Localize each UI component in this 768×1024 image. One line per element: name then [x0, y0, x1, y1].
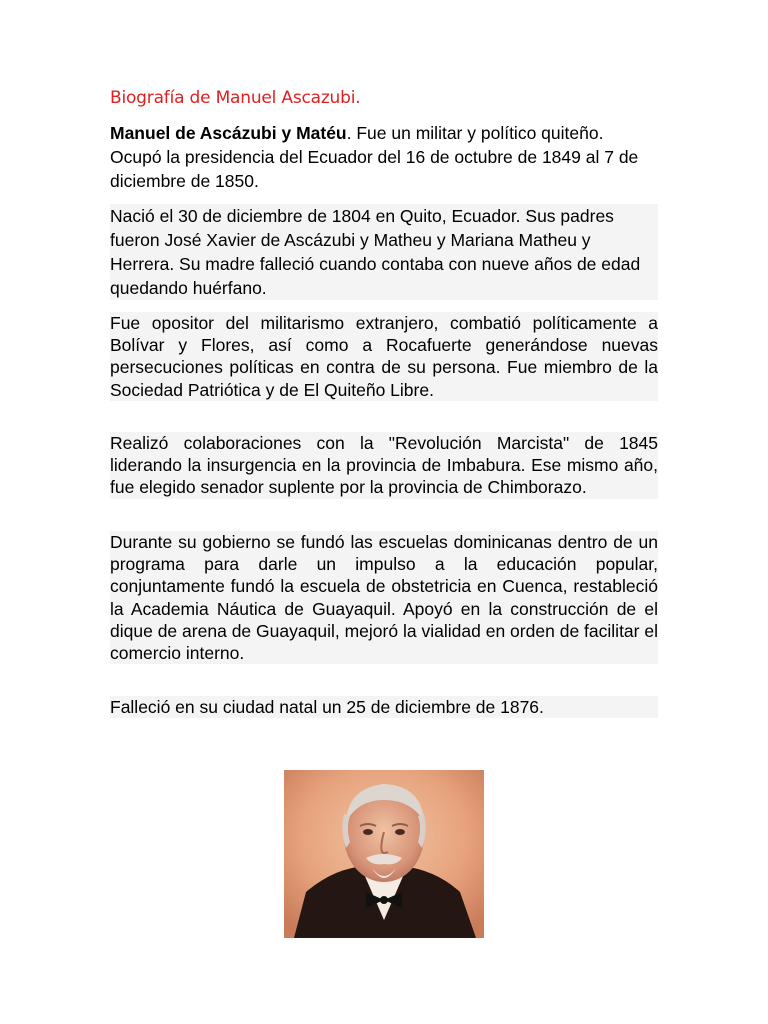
paragraph-intro [110, 121, 658, 193]
paragraph-death: Falleció en su ciudad natal un 25 de diciembre de 1876. [110, 696, 658, 718]
paragraph-birth: Nació el 30 de diciembre de 1804 en Quito, Ecuador. Sus padres fueron José Xavier de Ascázubi y Matheu y Mariana Matheu y Herrera. Su madre falleció cuando contaba con nueve años de edad quedando huérfano. [110, 204, 658, 300]
intro-text: . Fue un militar y político quiteño. Ocupó la presidencia del Ecuador del 16 de octubre de 1849 al 7 de diciembre de 1850. [110, 123, 639, 191]
document-heading: Biografía de Manuel Ascazubi. [110, 88, 361, 108]
paragraph-marcista: Realizó colaboraciones con la "Revolución Marcista" de 1845 liderando la insurgencia en la provincia de Imbabura. Ese mismo año, fue elegido senador suplente por la provincia de Chimborazo. [110, 433, 658, 498]
paragraph-opposition: Fue opositor del militarismo extranjero, combatió políticamente a Bolívar y Flores, así como a Rocafuerte generándose nuevas persecuciones políticas en contra de su persona. Fue miembro de la Sociedad Patriótica y de El Quiteño Libre. [110, 313, 658, 400]
portrait-image [284, 770, 484, 938]
paragraph-government: Durante su gobierno se fundó las escuelas dominicanas dentro de un programa para darle un impulso a la educación popular, conjuntamente fundó la escuela de obstetricia en Cuenca, restableció la Academia Náutica de Guayaquil. Apoyó en la construcción de el dique de arena de Guayaquil, mejoró la vialidad en orden de facilitar el comercio interno. [110, 532, 658, 664]
subject-name: Manuel de Ascázubi y Matéu [110, 123, 347, 143]
